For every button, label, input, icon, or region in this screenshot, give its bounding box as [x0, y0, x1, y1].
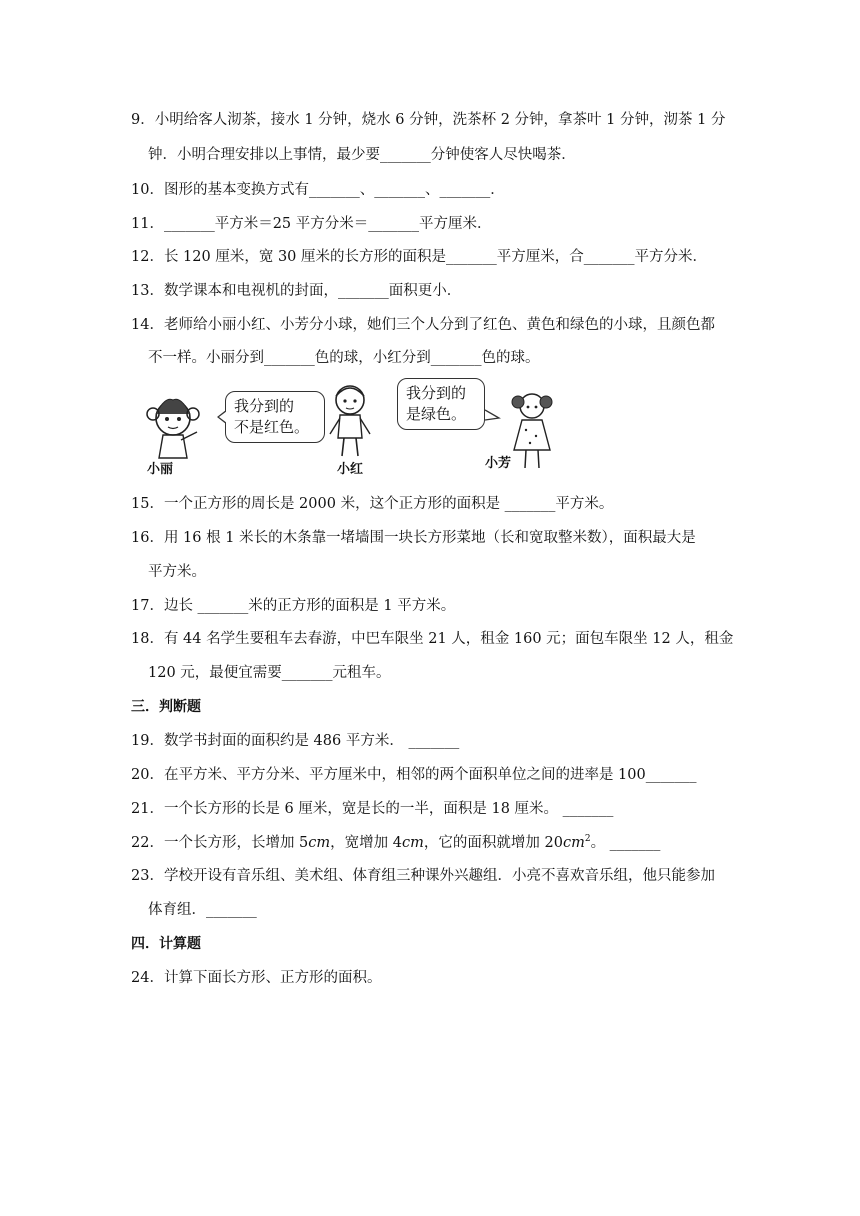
question-9-line-2: 钟．小明合理安排以上事情，最少要_______分钟使客人尽快喝茶． — [148, 147, 576, 163]
section-3-heading: 三．判断题 — [131, 699, 201, 715]
xiaoli-bubble-line-2: 不是红色。 — [234, 418, 310, 436]
question-13: 13．数学课本和电视机的封面，_______面积更小． — [131, 283, 462, 299]
xiaoli-speech-bubble — [225, 391, 325, 443]
question-15: 15．一个正方形的周长是 2000 米，这个正方形的面积是 _______平方米。 — [131, 496, 614, 512]
section-4-heading: 四．计算题 — [131, 936, 201, 952]
question-11: 11．_______平方米＝25 平方分米＝_______平方厘米． — [131, 216, 492, 232]
question-18-line-1: 18．有 44 名学生要租车去春游，中巴车限坐 21 人，租金 160 元；面包车限坐 12 人，租金 — [131, 631, 734, 647]
question-14-line-2: 不一样。小丽分到_______色的球，小红分到_______色的球。 — [148, 350, 540, 366]
question-16-line-1: 16．用 16 根 1 米长的木条靠一堵墙围一块长方形菜地（长和宽取整米数），面积最大是 — [131, 530, 696, 546]
question-23-line-2: 体育组．_______ — [148, 902, 257, 918]
name-label-xiaoli: 小丽 — [147, 462, 174, 477]
question-24: 24．计算下面长方形、正方形的面积。 — [131, 970, 382, 986]
question-18-line-2: 120 元，最便宜需要_______元租车。 — [148, 665, 391, 681]
name-label-xiaohong: 小红 — [337, 462, 364, 477]
xiaofang-bubble-line-2: 是绿色。 — [406, 405, 467, 423]
xiaoli-bubble-line-1: 我分到的 — [234, 397, 295, 415]
question-14-illustration — [145, 378, 565, 476]
question-23-line-1: 23．学校开设有音乐组、美术组、体育组三种课外兴趣组．小亮不喜欢音乐组，他只能参加 — [131, 868, 715, 884]
question-22: 22．一个长方形，长增加 5cm，宽增加 4cm，它的面积就增加 $20cm^2$。 _______ — [131, 834, 661, 851]
child-xiaohong-figure — [320, 380, 380, 462]
xiaofang-speech-bubble — [397, 378, 485, 430]
question-16-line-2: 平方米。 — [148, 564, 206, 580]
question-10: 10．图形的基本变换方式有_______、_______、_______． — [131, 182, 505, 198]
girl-xiaoli-figure — [145, 388, 215, 468]
name-label-xiaofang: 小芳 — [485, 456, 512, 471]
question-17: 17．边长 _______米的正方形的面积是 1 平方米。 — [131, 598, 456, 614]
question-14-line-1: 14．老师给小丽小红、小芳分小球，她们三个人分到了红色、黄色和绿色的小球，且颜色都 — [131, 317, 715, 333]
xiaofang-bubble-line-1: 我分到的 — [406, 384, 467, 402]
question-20: 20．在平方米、平方分米、平方厘米中，相邻的两个面积单位之间的进率是 100_______ — [131, 767, 697, 783]
question-12: 12．长 120 厘米，宽 30 厘米的长方形的面积是_______平方厘米，合_______平方分米． — [131, 249, 708, 265]
question-21: 21．一个长方形的长是 6 厘米，宽是长的一半，面积是 18 厘米。 _______ — [131, 801, 614, 817]
question-9-line-1: 9．小明给客人沏茶，接水 1 分钟，烧水 6 分钟，洗茶杯 2 分钟，拿茶叶 1 分钟，沏茶 1 分 — [131, 112, 726, 128]
question-19: 19．数学书封面的面积约是 486 平方米． _______ — [131, 733, 460, 749]
